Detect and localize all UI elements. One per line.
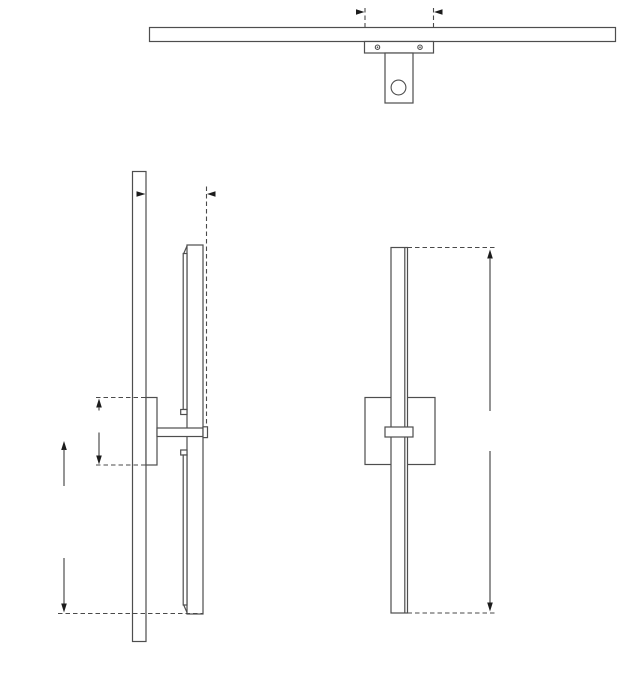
- lens-strip-lower: [183, 455, 187, 605]
- dim-arrow-left-icon: [434, 9, 443, 15]
- support-arm-side: [157, 428, 203, 437]
- wall-label-bg: [134, 202, 145, 232]
- side-view: [58, 172, 216, 642]
- front-view: [365, 248, 496, 614]
- arm-end-cap: [203, 427, 208, 438]
- lens-strip-upper: [183, 254, 187, 410]
- dim-arrow-up-icon: [487, 250, 493, 259]
- wall-section-top: [150, 28, 616, 42]
- dim-arrow-left-icon: [207, 191, 216, 197]
- fixture-body-top: [385, 53, 413, 103]
- dim-arrow-down-icon: [487, 603, 493, 612]
- lens-strip-upper-cap: [181, 410, 187, 415]
- screw-dot-icon: [377, 46, 379, 48]
- dim-arrow-up-icon: [61, 441, 67, 450]
- arm-clamp-front: [385, 427, 413, 437]
- dim-arrow-down-icon: [61, 604, 67, 613]
- dim-arrow-up-icon: [96, 399, 102, 408]
- dim-arrow-down-icon: [96, 456, 102, 465]
- lens-strip-lower-cap: [181, 450, 187, 455]
- screw-dot-icon: [419, 46, 421, 48]
- mounting-plate-side: [146, 398, 157, 466]
- dim-arrow-right-icon: [356, 9, 365, 15]
- wall-label-bg: [553, 30, 590, 41]
- wall-section-side: [133, 172, 147, 642]
- top-view: [150, 8, 616, 103]
